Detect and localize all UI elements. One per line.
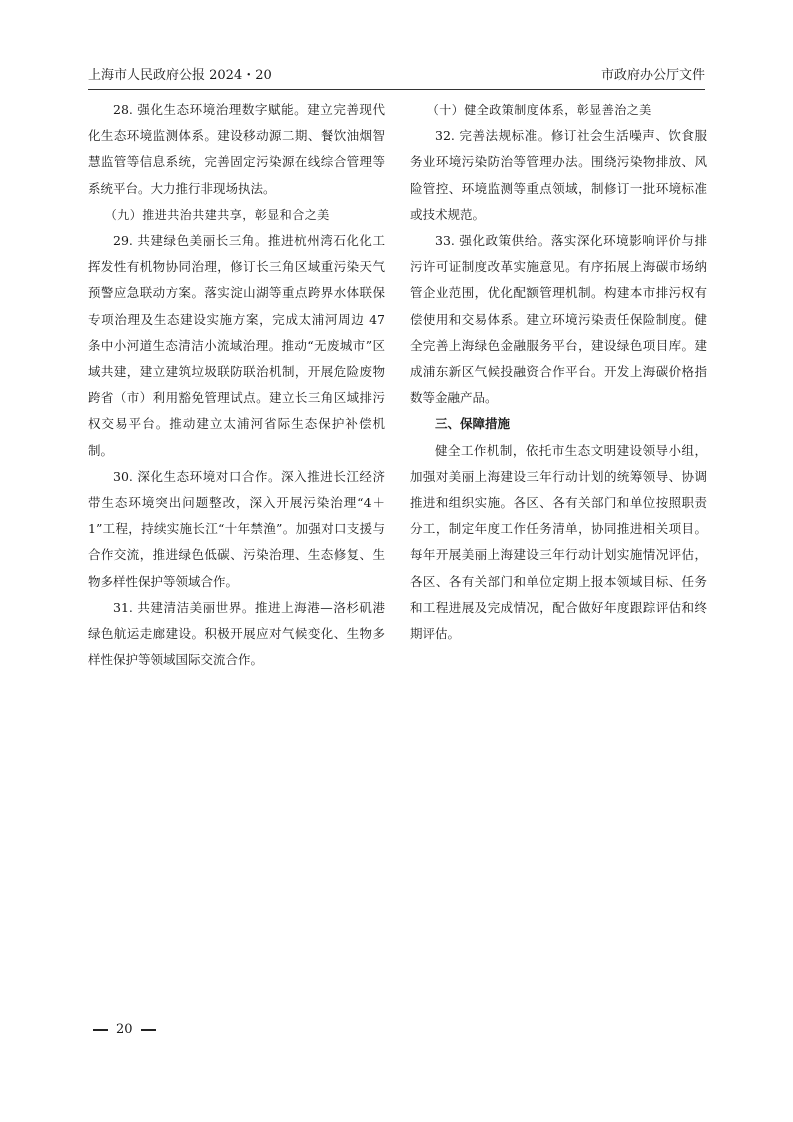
paragraph-33: 33. 强化政策供给。落实深化环境影响评价与排污许可证制度改革实施意见。有序拓展上海碳市场纳管企业范围，优化配额管理机制。构建本市排污权有偿使用和交易体系。建立环境污染责任保险制度。健全完善上海绿色金融服务平台，建设绿色项目库。建成浦东新区气候投融资合作平台。开发上海碳价格指数等金融产品。 (410, 233, 707, 406)
subheading-9: （九）推进共治共建共享，彰显和合之美 (104, 207, 330, 222)
header-rule (88, 89, 705, 90)
dash-left (93, 1029, 108, 1031)
publication-title: 上海市人民政府公报 2024・20 (88, 68, 272, 83)
page-number: 20 (116, 1022, 133, 1037)
paragraph-30: 30. 深化生态环境对口合作。深入推进长江经济带生态环境突出问题整改，深入开展污染治理“4＋1”工程，持续实施长江“十年禁渔”。加强对口支援与合作交流，推进绿色低碳、污染治理、生态修复、生物多样性保护等领域合作。 (88, 468, 385, 589)
subheading-10: （十）健全政策制度体系，彰显善治之美 (426, 103, 652, 117)
section-heading-3: 三、保障措施 (435, 416, 511, 432)
paragraph-29: 29. 共建绿色美丽长三角。推进杭州湾石化化工挥发性有机物协同治理，修订长三角区域重污染天气预警应急联动方案。落实淀山湖等重点跨界水体联保专项治理及生态建设实施方案，完成太浦河周边 47 条中小河道生态清洁小流域治理。推动“无废城市”区域共建，建立建筑垃圾联防联治机制，开展危险废物跨省（市）利用豁免管理试点。建立长三角区域排污权交易平台。推动建立太浦河省际生态保护补偿机制。 (88, 233, 385, 458)
page-footer (93, 1019, 156, 1041)
paragraph-safeguards: 健全工作机制，依托市生态文明建设领导小组，加强对美丽上海建设三年行动计划的统筹领导、协调推进和组织实施。各区、各有关部门和单位按照职责分工，制定年度工作任务清单，协同推进相关项目。每年开展美丽上海建设三年行动计划实施情况评估，各区、各有关部门和单位定期上报本领域目标、任务和工程进展及完成情况，配合做好年度跟踪评估和终期评估。 (410, 442, 707, 642)
dash-right (141, 1029, 156, 1031)
paragraph-32: 32. 完善法规标准。修订社会生活噪声、饮食服务业环境污染防治等管理办法。围绕污染物排放、风险管控、环境监测等重点领域，制修订一批环境标准或技术规范。 (410, 128, 707, 222)
left-column (88, 97, 385, 673)
paragraph-31: 31. 共建清洁美丽世界。推进上海港—洛杉矶港绿色航运走廊建设。积极开展应对气候变化、生物多样性保护等领域国际交流合作。 (88, 599, 385, 668)
section-title: 市政府办公厅文件 (600, 68, 705, 83)
paragraph-28: 28. 强化生态环境治理数字赋能。建立完善现代化生态环境监测体系。建设移动源二期、餐饮油烟智慧监管等信息系统，完善固定污染源在线综合管理等系统平台。大力推行非现场执法。 (88, 102, 385, 196)
running-header (88, 66, 705, 88)
right-column (410, 97, 707, 647)
